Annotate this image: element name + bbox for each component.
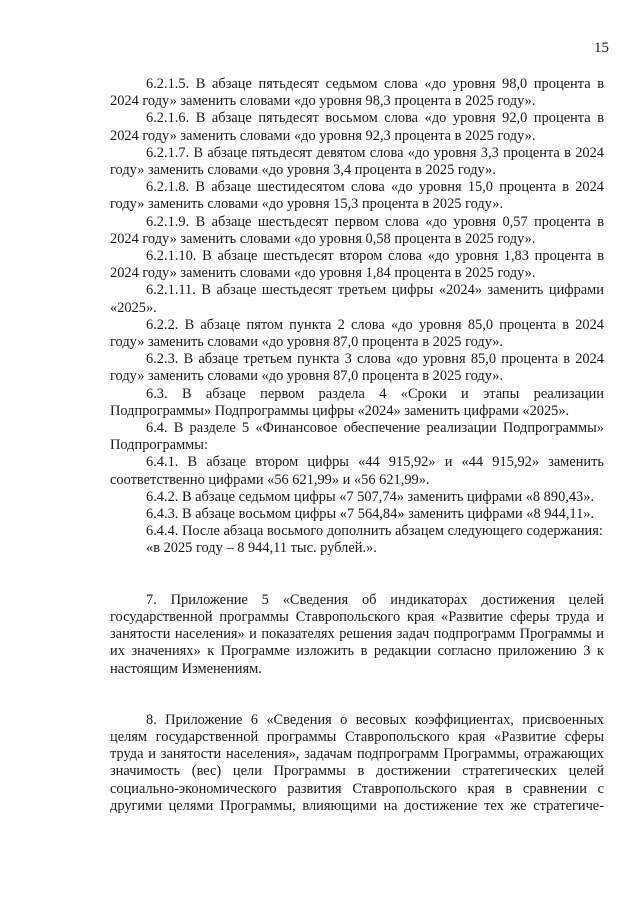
section-spacer — [110, 678, 604, 712]
paragraph-6-4: 6.4. В разделе 5 «Финансовое обеспечение реализации Подпрограммы» Подпрограммы: — [110, 420, 604, 454]
paragraph-6-4-4: 6.4.4. После абзаца восьмого дополнить абзацем следующего содержания: — [146, 523, 603, 540]
paragraph-quote-2025: «в 2025 году – 8 944,11 тыс. рублей.». — [146, 540, 377, 557]
document-body — [110, 76, 604, 815]
page-number: 15 — [594, 40, 609, 56]
paragraph-6-4-2: 6.4.2. В абзаце седьмом цифры «7 507,74» заменить цифрами «8 890,43». — [146, 488, 595, 505]
paragraph-7: 7. Приложение 5 «Сведения об индикаторах достижения целей государственной программы Ставропольского края «Развитие сферы труда и занятости населения» и показателях решения задач подпрограмм Программы и их значениях» к Программе изложить в редакции согласно приложению 3 к настоящим Изменениям. — [110, 591, 604, 677]
paragraph-6-2-1-10: 6.2.1.10. В абзаце шестьдесят втором слова «до уровня 1,83 процента в 2024 году» заменить словами «до уровня 1,84 процента в 2025 году». — [110, 248, 604, 282]
paragraph-6-2-1-6: 6.2.1.6. В абзаце пятьдесят восьмом слова «до уровня 92,0 процента в 2024 году» заменить словами «до уровня 92,3 процента в 2025 году». — [110, 110, 604, 144]
paragraph-6-2-1-5: 6.2.1.5. В абзаце пятьдесят седьмом слова «до уровня 98,0 процента в 2024 году» заменить словами «до уровня 98,3 процента в 2025 году». — [110, 76, 604, 110]
paragraph-6-2-1-7: 6.2.1.7. В абзаце пятьдесят девятом слова «до уровня 3,3 процента в 2024 году» заменить словами «до уровня 3,4 процента в 2025 году». — [110, 144, 604, 179]
paragraph-6-2-1-11: 6.2.1.11. В абзаце шестьдесят третьем цифры «2024» заменить цифрами «2025». — [110, 282, 604, 316]
paragraph-6-3: 6.3. В абзаце первом раздела 4 «Сроки и этапы реализации Подпрограммы» Подпрограммы цифры «2024» заменить цифрами «2025». — [110, 385, 604, 419]
paragraph-6-2-1-8: 6.2.1.8. В абзаце шестидесятом слова «до уровня 15,0 процента в 2024 году» заменить словами «до уровня 15,3 процента в 2025 году». — [110, 179, 604, 213]
section-spacer — [110, 558, 604, 592]
paragraph-6-4-3: 6.4.3. В абзаце восьмом цифры «7 564,84» заменить цифрами «8 944,11». — [146, 506, 595, 523]
paragraph-6-2-3: 6.2.3. В абзаце третьем пункта 3 слова «до уровня 85,0 процента в 2024 году» заменить словами «до уровня 87,0 процента в 2025 году». — [110, 351, 604, 385]
paragraph-6-4-1: 6.4.1. В абзаце втором цифры «44 915,92» и «44 915,92» заменить соответственно цифрами «56 621,99» и «56 621,99». — [110, 454, 604, 488]
paragraph-6-2-1-9: 6.2.1.9. В абзаце шестьдесят первом слова «до уровня 0,57 процента в 2024 году» заменить словами «до уровня 0,58 процента в 2025 году». — [110, 213, 604, 247]
paragraph-8: 8. Приложение 6 «Сведения о весовых коэффициентах, присвоенных целям государственной программы Ставропольского края «Развитие сферы труда и занятости населения», задачам подпрограмм Программы, отражающих значимость (вес) цели Программы в достижении стратегических целей социально-экономического развития Ставропольского края в сравнении с другими целями Программы, влияющими на достижение тех же стратегиче- — [110, 711, 604, 814]
paragraph-6-2-2: 6.2.2. В абзаце пятом пункта 2 слова «до уровня 85,0 процента в 2024 году» заменить словами «до уровня 87,0 процента в 2025 году». — [110, 316, 604, 351]
